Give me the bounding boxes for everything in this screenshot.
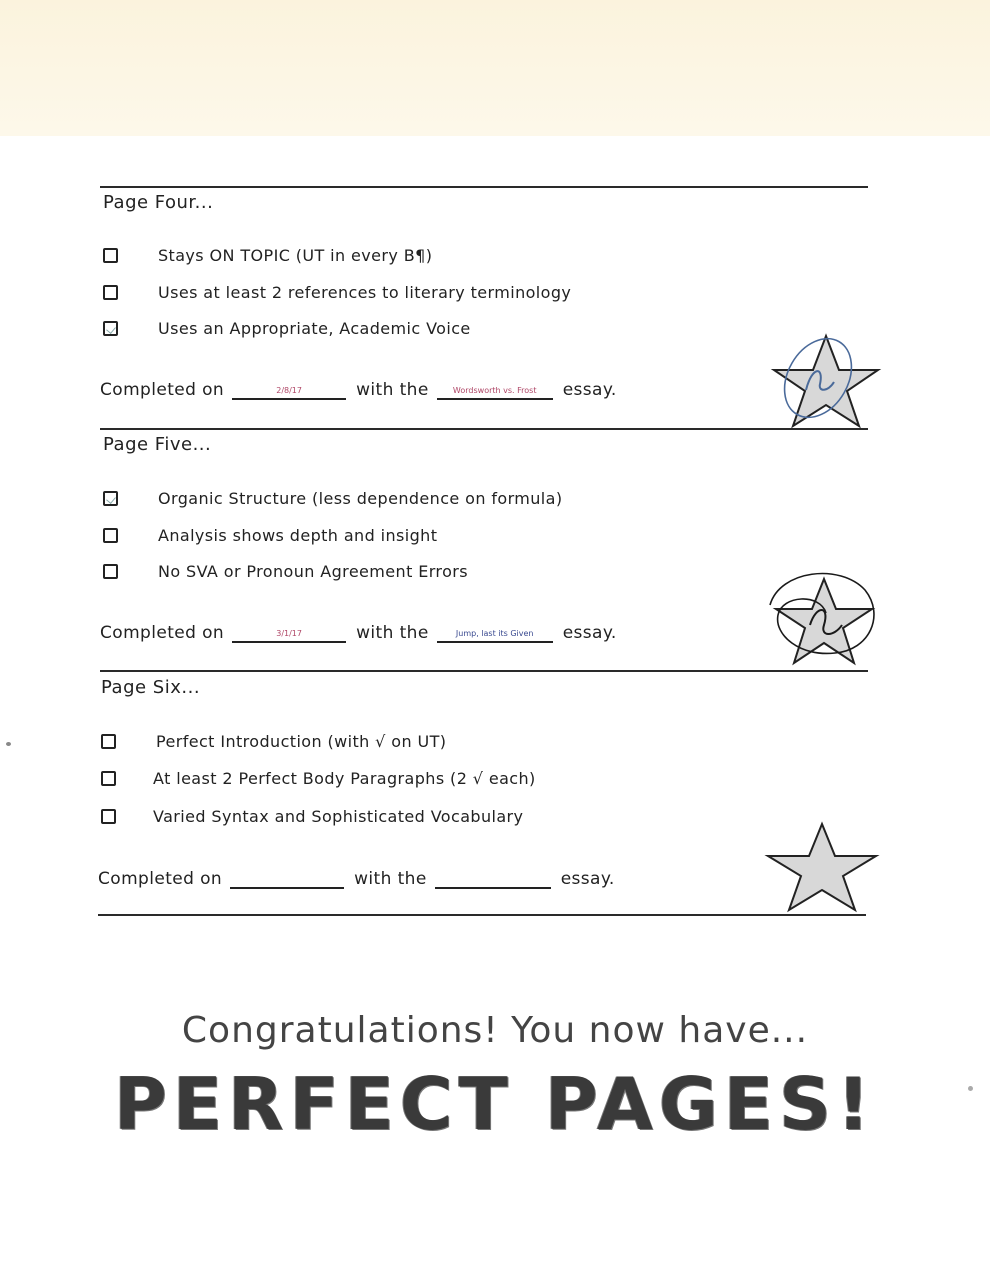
essay-handwritten: Jump, last its Given: [455, 629, 534, 638]
item-label: Uses an Appropriate, Academic Voice: [158, 319, 471, 338]
checklist-item[interactable]: [103, 246, 432, 265]
completion-line: [100, 380, 617, 400]
date-blank[interactable]: [232, 623, 346, 643]
section-title-page-five: Page Five...: [103, 434, 212, 455]
completion-line: [100, 623, 617, 643]
checklist-item[interactable]: [103, 319, 471, 338]
star-shape: [768, 824, 876, 910]
with-the-text: with the: [354, 869, 427, 889]
completed-prefix: Completed on: [100, 380, 225, 400]
completed-prefix: Completed on: [98, 869, 223, 889]
item-label: No SVA or Pronoun Agreement Errors: [158, 562, 468, 581]
essay-suffix: essay.: [560, 869, 615, 889]
section-title-page-four: Page Four...: [103, 192, 214, 213]
congratulations-text: Congratulations! You now have...: [181, 1010, 809, 1051]
date-blank[interactable]: [232, 380, 346, 400]
checkbox[interactable]: [101, 734, 116, 749]
checklist-item[interactable]: [101, 769, 536, 788]
checklist-item[interactable]: [103, 526, 437, 545]
essay-suffix: essay.: [562, 380, 617, 400]
section-divider: [100, 670, 868, 672]
checkbox[interactable]: [101, 809, 116, 824]
scan-top-margin: [0, 0, 990, 136]
essay-handwritten: Wordsworth vs. Frost: [452, 386, 537, 395]
section-divider: [98, 914, 866, 916]
essay-suffix: essay.: [562, 623, 617, 643]
scan-speck: [6, 742, 11, 746]
date-handwritten: 3/1/17: [276, 629, 302, 638]
star-stamp-signed: [768, 330, 884, 430]
checkbox[interactable]: [103, 248, 118, 263]
scan-speck: [968, 1086, 973, 1091]
with-the-text: with the: [356, 380, 429, 400]
star-stamp: [762, 820, 882, 916]
item-label: Organic Structure (less dependence on formula): [158, 489, 563, 508]
checklist-item[interactable]: [101, 807, 523, 826]
checkbox-checked[interactable]: [103, 321, 118, 336]
essay-blank[interactable]: [435, 869, 551, 889]
essay-blank[interactable]: [437, 380, 553, 400]
perfect-pages-headline: PERFECT PAGES!: [114, 1062, 876, 1146]
section-divider: [100, 186, 868, 188]
checkbox[interactable]: [103, 528, 118, 543]
checklist-item[interactable]: [101, 732, 446, 751]
completed-prefix: Completed on: [100, 623, 225, 643]
completion-line: [98, 869, 615, 889]
star-stamp-signed: [760, 565, 884, 671]
checkbox[interactable]: [101, 771, 116, 786]
section-title-page-six: Page Six...: [101, 677, 201, 698]
section-divider: [100, 428, 868, 430]
item-label: Uses at least 2 references to literary terminology: [158, 283, 572, 302]
item-label: At least 2 Perfect Body Paragraphs (2 √ each): [153, 769, 536, 788]
checklist-item[interactable]: [103, 562, 468, 581]
checklist-item[interactable]: [103, 283, 571, 302]
date-blank[interactable]: [230, 869, 344, 889]
item-label: Varied Syntax and Sophisticated Vocabulary: [153, 807, 524, 826]
essay-blank[interactable]: [437, 623, 553, 643]
item-label: Analysis shows depth and insight: [158, 526, 438, 545]
item-label: Stays ON TOPIC (UT in every B¶): [158, 246, 433, 265]
checklist-item[interactable]: [103, 489, 563, 508]
item-label: Perfect Introduction (with √ on UT): [156, 732, 447, 751]
checkbox[interactable]: [103, 285, 118, 300]
with-the-text: with the: [356, 623, 429, 643]
checkbox-checked[interactable]: [103, 491, 118, 506]
date-handwritten: 2/8/17: [276, 386, 302, 395]
checkbox[interactable]: [103, 564, 118, 579]
